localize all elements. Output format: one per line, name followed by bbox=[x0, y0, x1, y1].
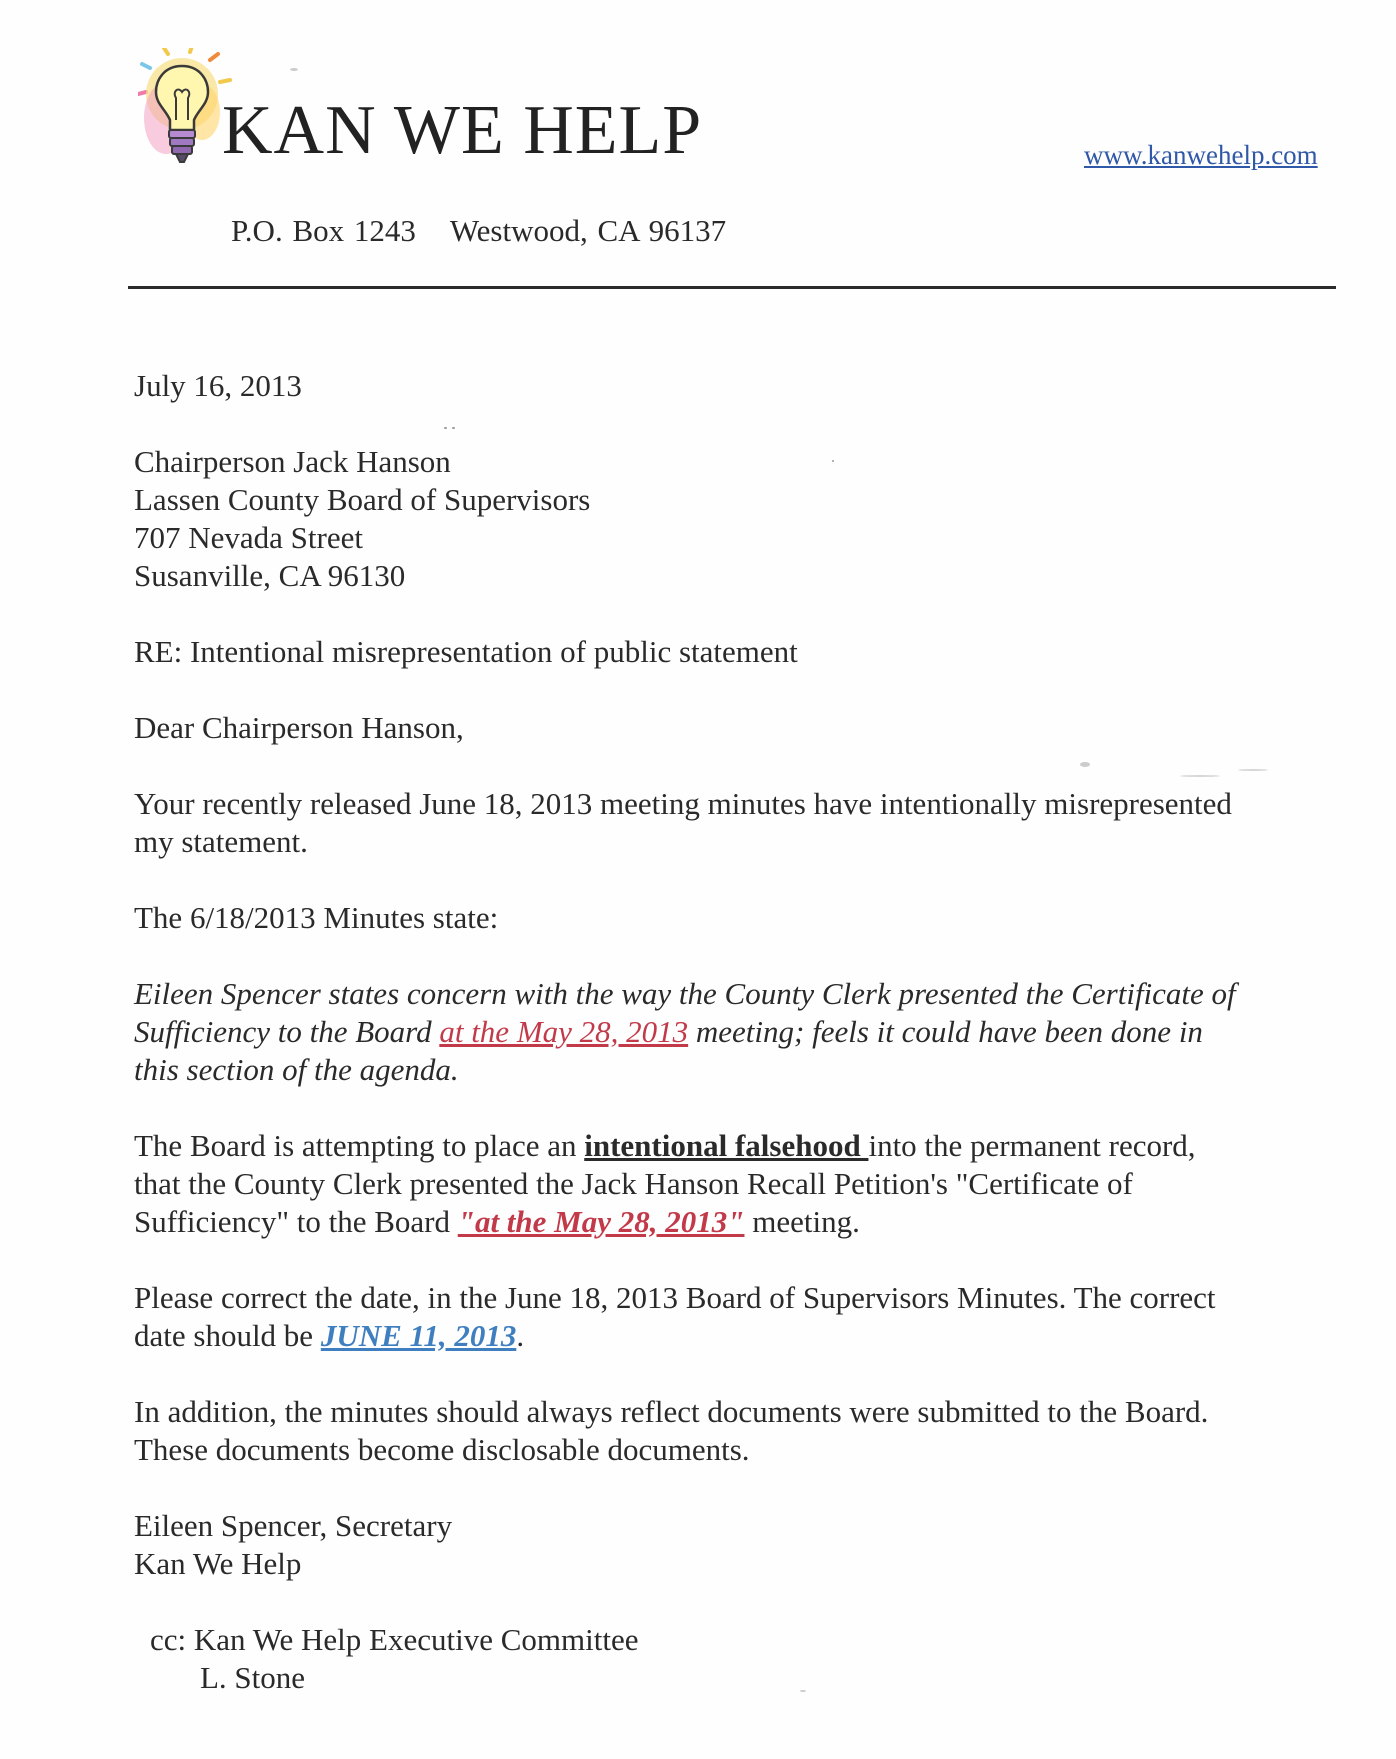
paragraph-4-line-1: Please correct the date, in the June 18, 2013 Board of Supervisors Minutes. The correct bbox=[134, 1280, 1216, 1315]
website-link[interactable]: www.kanwehelp.com bbox=[1084, 140, 1318, 170]
po-box: P.O. Box 1243 bbox=[231, 213, 416, 248]
correct-date-highlight: JUNE 11, 2013 bbox=[320, 1318, 517, 1353]
quote-line-2-end: meeting; feels it could have been done in bbox=[688, 1014, 1203, 1049]
cc-line-2: L. Stone bbox=[200, 1660, 306, 1695]
quote-date-highlight: at the May 28, 2013 bbox=[439, 1014, 689, 1049]
quote-line-2-start: Sufficiency to the Board bbox=[134, 1014, 440, 1049]
letterhead-divider bbox=[128, 286, 1336, 289]
salutation: Dear Chairperson Hanson, bbox=[134, 710, 464, 745]
paragraph-3-line-3 bbox=[134, 1206, 860, 1237]
letter-date: July 16, 2013 bbox=[134, 368, 302, 403]
paragraph-4-line-2-end: . bbox=[516, 1318, 525, 1353]
falsehood-emphasis: intentional falsehood bbox=[584, 1128, 869, 1163]
paragraph-5-line-1: In addition, the minutes should always reflect documents were submitted to the Board. bbox=[134, 1394, 1209, 1429]
paragraph-3-line-3-end: meeting. bbox=[744, 1204, 860, 1239]
paragraph-2: The 6/18/2013 Minutes state: bbox=[134, 900, 499, 935]
cc-line-1: cc: Kan We Help Executive Committee bbox=[150, 1622, 639, 1657]
signature-organization: Kan We Help bbox=[134, 1546, 302, 1581]
paragraph-1-line-1: Your recently released June 18, 2013 meeting minutes have intentionally misrepresented bbox=[134, 786, 1232, 821]
quote-line-2 bbox=[134, 1016, 1203, 1047]
recipient-street: 707 Nevada Street bbox=[134, 520, 363, 555]
paragraph-3-line-1 bbox=[134, 1130, 1196, 1161]
subject-line: RE: Intentional misrepresentation of public statement bbox=[134, 634, 798, 669]
paragraph-1-line-2: my statement. bbox=[134, 824, 308, 859]
signature-name: Eileen Spencer, Secretary bbox=[134, 1508, 453, 1543]
quoted-date-highlight: "at the May 28, 2013" bbox=[457, 1204, 745, 1239]
paragraph-3-start: The Board is attempting to place an bbox=[134, 1128, 585, 1163]
recipient-name: Chairperson Jack Hanson bbox=[134, 444, 451, 479]
paragraph-5-line-2: These documents become disclosable documents. bbox=[134, 1432, 750, 1467]
paragraph-4-line-2-start: date should be bbox=[134, 1318, 321, 1353]
paragraph-3-line-1-end: into the permanent record, bbox=[868, 1128, 1196, 1163]
paragraph-4-line-2 bbox=[134, 1320, 524, 1351]
recipient-city: Susanville, CA 96130 bbox=[134, 558, 406, 593]
paragraph-3-line-2: that the County Clerk presented the Jack Hanson Recall Petition's "Certificate of bbox=[134, 1166, 1133, 1201]
paragraph-3-line-3-start: Sufficiency" to the Board bbox=[134, 1204, 458, 1239]
city-state-zip: Westwood, CA 96137 bbox=[449, 213, 727, 248]
quote-line-1: Eileen Spencer states concern with the way the County Clerk presented the Certificate of bbox=[134, 976, 1236, 1011]
letterhead-address bbox=[231, 213, 726, 249]
organization-name: KAN WE HELP bbox=[222, 92, 703, 169]
quote-line-3: this section of the agenda. bbox=[134, 1052, 459, 1087]
recipient-organization: Lassen County Board of Supervisors bbox=[134, 482, 591, 517]
